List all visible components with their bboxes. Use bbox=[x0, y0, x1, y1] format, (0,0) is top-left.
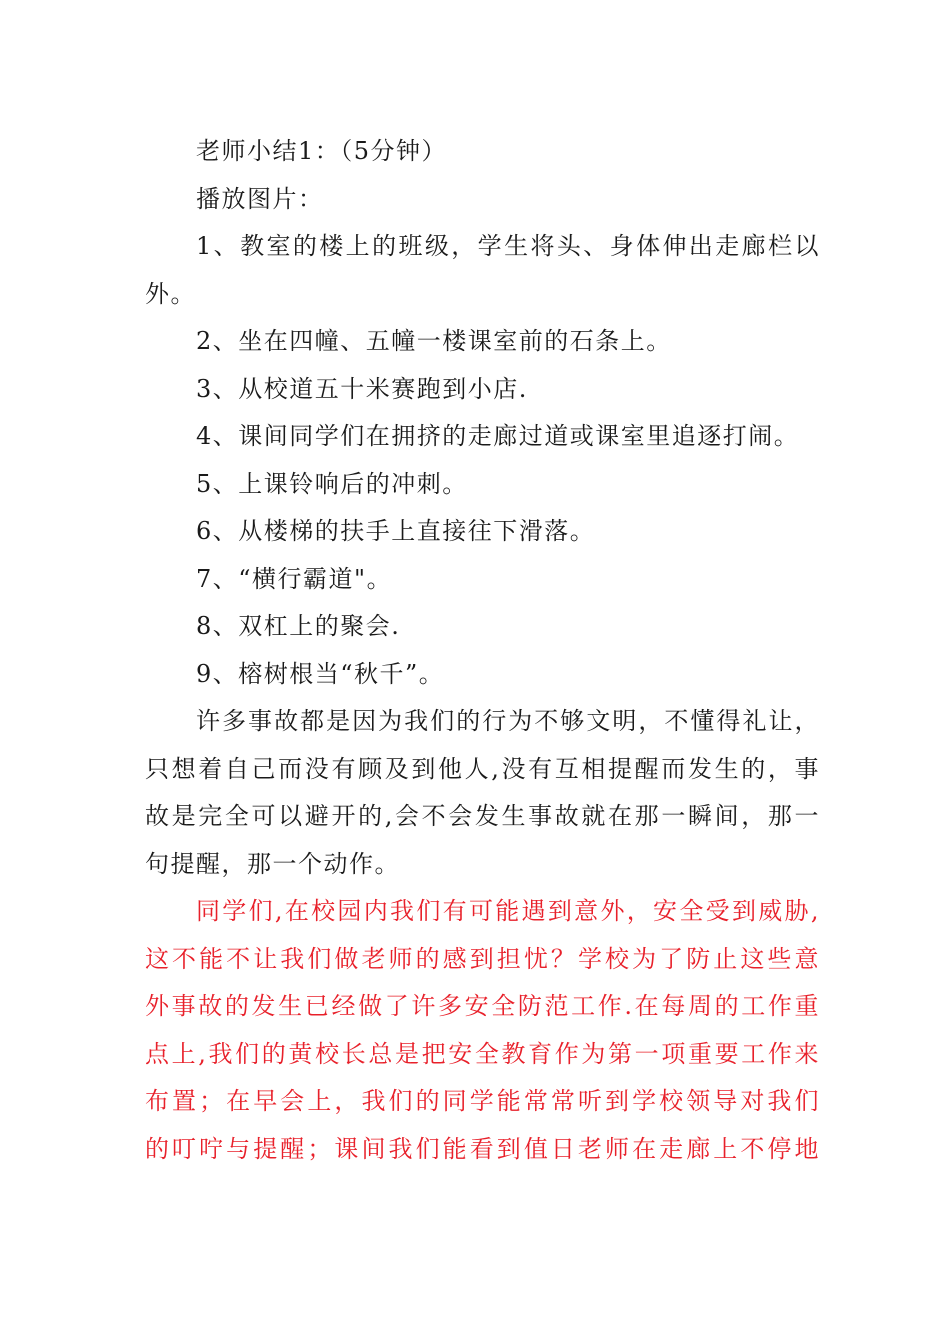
text-line: 5、上课铃响后的冲刺。 bbox=[196, 469, 468, 498]
text-line: 点上,我们的黄校长总是把安全教育作为第一项重要工作来 bbox=[145, 1039, 820, 1068]
text-line: 播放图片： bbox=[196, 184, 324, 213]
text-line: 1、教室的楼上的班级，学生将头、身体伸出走廊栏以 bbox=[196, 232, 820, 260]
text-line: 的叮咛与提醒；课间我们能看到值日老师在走廊上不停地 bbox=[145, 1134, 820, 1163]
text-line: 老师小结1：（5分钟） bbox=[196, 137, 448, 165]
text-line: 外。 bbox=[145, 279, 196, 308]
text-line: 布置；在早会上，我们的同学能常常听到学校领导对我们 bbox=[145, 1087, 820, 1115]
text-line: 4、课间同学们在拥挤的走廊过道或课室里追逐打闹。 bbox=[196, 422, 800, 450]
text-line: 许多事故都是因为我们的行为不够文明，不懂得礼让， bbox=[196, 707, 820, 735]
text-line: 2、坐在四幢、五幢一楼课室前的石条上。 bbox=[196, 327, 672, 355]
text-line: 9、榕树根当“秋千”。 bbox=[196, 659, 445, 688]
text-line: 7、“横行霸道"。 bbox=[196, 564, 393, 593]
text-line: 只想着自己而没有顾及到他人,没有互相提醒而发生的，事 bbox=[145, 754, 820, 783]
text-line: 8、双杠上的聚会. bbox=[196, 612, 401, 640]
text-line: 6、从楼梯的扶手上直接往下滑落。 bbox=[196, 517, 596, 545]
text-line: 3、从校道五十米赛跑到小店. bbox=[196, 374, 528, 403]
text-line: 同学们,在校园内我们有可能遇到意外，安全受到威胁, bbox=[196, 897, 820, 925]
text-line: 句提醒，那一个动作。 bbox=[145, 849, 400, 878]
document-body bbox=[145, 128, 820, 1173]
text-line: 这不能不让我们做老师的感到担忧？学校为了防止这些意 bbox=[145, 944, 820, 973]
text-line: 故是完全可以避开的,会不会发生事故就在那一瞬间，那一 bbox=[145, 802, 820, 830]
text-line: 外事故的发生已经做了许多安全防范工作.在每周的工作重 bbox=[145, 992, 820, 1020]
